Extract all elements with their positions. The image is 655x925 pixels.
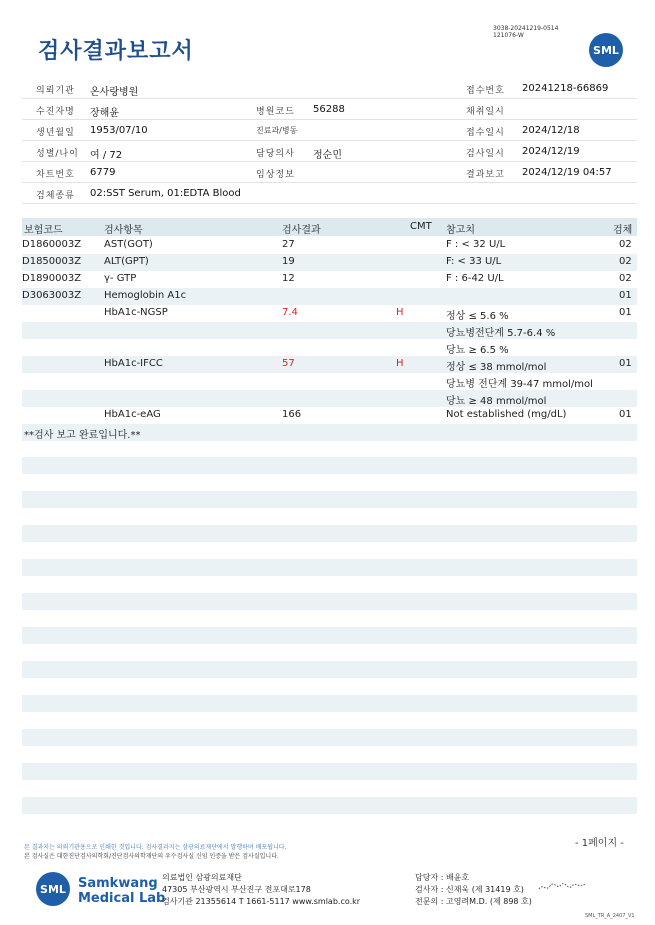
page-number: - 1페이지 - — [575, 838, 624, 849]
table-row — [22, 237, 637, 254]
row-specimen: 02 — [619, 256, 632, 267]
row-ref: 당뇨 ≥ 6.5 % — [446, 345, 509, 356]
row-ref: F: < 33 U/L — [446, 256, 502, 267]
row-result: 57 — [282, 358, 295, 369]
row-code: D1850003Z — [22, 256, 82, 267]
version-code: SML_TR_A_2407_V1 — [585, 913, 635, 919]
table-row — [22, 305, 637, 322]
info-row — [22, 162, 637, 183]
collect-label: 채취일시 — [466, 107, 505, 117]
info-row — [22, 99, 637, 120]
footer-org — [162, 872, 360, 908]
col-specimen: 검체 — [613, 225, 633, 236]
row-specimen: 01 — [619, 358, 632, 369]
test-date-value: 2024/12/19 — [522, 146, 580, 157]
table-row — [22, 339, 637, 356]
empty-row — [22, 695, 637, 712]
row-result: 12 — [282, 273, 295, 284]
col-ref: 참고치 — [446, 225, 475, 236]
clinical-label: 임상정보 — [256, 170, 295, 180]
row-result: 19 — [282, 256, 295, 267]
org-line1: 의료법인 삼광의료재단 — [162, 873, 242, 882]
table-row — [22, 271, 637, 288]
table-row — [22, 356, 637, 373]
doctor-value: 정순민 — [313, 150, 342, 161]
footer-note-1: 본 결과지는 의뢰기관용으로 인쇄한 것입니다. 검사결과지는 삼광의료재단에서 발행하며 배포됩니다. — [24, 844, 287, 851]
table-row — [22, 373, 637, 390]
empty-row — [22, 593, 637, 610]
brand-line2: Medical Lab — [78, 891, 166, 906]
row-specimen: 01 — [619, 409, 632, 420]
receipt-date-label: 접수일시 — [466, 128, 505, 138]
row-code: D1890003Z — [22, 273, 82, 284]
specimen-value: 02:SST Serum, 01:EDTA Blood — [90, 188, 241, 199]
hospital-code-value: 56288 — [313, 104, 345, 115]
empty-row — [22, 729, 637, 746]
empty-row — [22, 457, 637, 474]
row-item: AST(GOT) — [104, 239, 153, 250]
receipt-date-value: 2024/12/18 — [522, 125, 580, 136]
row-result: 166 — [282, 409, 302, 420]
test-date-label: 검사일시 — [466, 149, 505, 159]
empty-row — [22, 559, 637, 576]
results-header — [22, 218, 637, 236]
empty-row — [22, 661, 637, 678]
table-row — [22, 407, 637, 424]
table-row — [22, 424, 637, 441]
row-item: HbA1c-NGSP — [104, 307, 168, 318]
birth-value: 1953/07/10 — [90, 125, 148, 136]
row-specimen: 01 — [619, 307, 632, 318]
row-ref: F : 6-42 U/L — [446, 273, 504, 284]
col-cmt: CMT — [410, 221, 432, 232]
staff-line2: 검사자 : 신재욱 (제 31419 호) — [415, 885, 524, 894]
row-item: HbA1c-eAG — [104, 409, 161, 420]
row-specimen: 02 — [619, 273, 632, 284]
row-code: D1860003Z — [22, 239, 82, 250]
info-row — [22, 78, 637, 99]
report-code-line1: 3038-20241219-0514 — [493, 25, 559, 32]
table-row — [22, 322, 637, 339]
completion-note: **검사 보고 완료입니다.** — [24, 430, 141, 441]
row-ref: Not established (mg/dL) — [446, 409, 567, 420]
doctor-label: 담당의사 — [256, 149, 295, 159]
row-item: HbA1c-IFCC — [104, 358, 163, 369]
footer-staff — [415, 872, 532, 908]
receipt-no-value: 20241218-66869 — [522, 83, 609, 94]
hospital-label: 의뢰기관 — [36, 86, 75, 96]
row-code: D3063003Z — [22, 290, 82, 301]
brand-line1: Samkwang — [78, 876, 158, 891]
row-item: ALT(GPT) — [104, 256, 149, 267]
row-specimen: 01 — [619, 290, 632, 301]
table-row — [22, 254, 637, 271]
table-row — [22, 288, 637, 305]
sml-logo: SML — [589, 33, 623, 67]
specimen-label: 검체종류 — [36, 191, 75, 201]
row-flag: H — [396, 358, 404, 369]
org-line2: 47305 부산광역시 부산진구 전포대로178 — [162, 885, 311, 894]
empty-row — [22, 525, 637, 542]
birth-label: 생년월일 — [36, 128, 75, 138]
row-ref: 정상 ≤ 5.6 % — [446, 311, 509, 322]
sex-age-label: 성별/나이 — [36, 149, 79, 159]
info-row — [22, 183, 637, 204]
staff-line1: 담당자 : 배윤호 — [415, 873, 470, 882]
sex-age-value: 여 / 72 — [90, 150, 123, 161]
chart-value: 6779 — [90, 167, 116, 178]
receipt-no-label: 접수번호 — [466, 86, 505, 96]
table-row — [22, 390, 637, 407]
chart-label: 차트번호 — [36, 170, 75, 180]
footer-brand — [78, 876, 165, 906]
patient-label: 수진자명 — [36, 107, 75, 117]
report-code-line2: 121076-W — [493, 32, 524, 39]
row-specimen: 02 — [619, 239, 632, 250]
patient-info — [22, 78, 637, 204]
row-item: γ- GTP — [104, 273, 137, 284]
col-code: 보험코드 — [24, 225, 63, 236]
row-flag: H — [396, 307, 404, 318]
signature-icon — [537, 880, 587, 894]
footer-sml-logo: SML — [36, 872, 70, 906]
empty-rows — [22, 457, 637, 831]
row-ref: 당뇨 ≥ 48 mmol/mol — [446, 396, 547, 407]
report-code — [493, 25, 558, 39]
row-ref: 정상 ≤ 38 mmol/mol — [446, 362, 547, 373]
row-item: Hemoglobin A1c — [104, 290, 187, 301]
dept-label: 진료과/병동 — [256, 126, 298, 135]
hospital-code-label: 병원코드 — [256, 107, 295, 117]
row-result: 7.4 — [282, 307, 298, 318]
row-ref: 당뇨병 전단계 39-47 mmol/mol — [446, 379, 593, 390]
row-ref: 당뇨병전단계 5.7-6.4 % — [446, 328, 556, 339]
page-title: 검사결과보고서 — [38, 39, 194, 64]
staff-line3: 전문의 : 고영려M.D. (제 898 호) — [415, 897, 532, 906]
results-table — [22, 237, 637, 441]
patient-value: 장해윤 — [90, 108, 119, 119]
info-row — [22, 141, 637, 162]
hospital-value: 온사랑병원 — [90, 87, 139, 98]
footer-note-2: 본 검사실은 대한진단검사의학회/진단검사의학재단의 우수검사실 신임 인증을 받은 검사실입니다. — [24, 853, 279, 860]
row-result: 27 — [282, 239, 295, 250]
info-row — [22, 120, 637, 141]
row-ref: F : < 32 U/L — [446, 239, 506, 250]
col-result: 검사결과 — [282, 225, 321, 236]
report-value: 2024/12/19 04:57 — [522, 167, 612, 178]
empty-row — [22, 491, 637, 508]
col-item: 검사항목 — [104, 225, 143, 236]
empty-row — [22, 627, 637, 644]
org-line3: 검사기관 21355614 T 1661-5117 www.smlab.co.kr — [162, 897, 361, 906]
empty-row — [22, 763, 637, 780]
report-label: 결과보고 — [466, 170, 505, 180]
empty-row — [22, 797, 637, 814]
